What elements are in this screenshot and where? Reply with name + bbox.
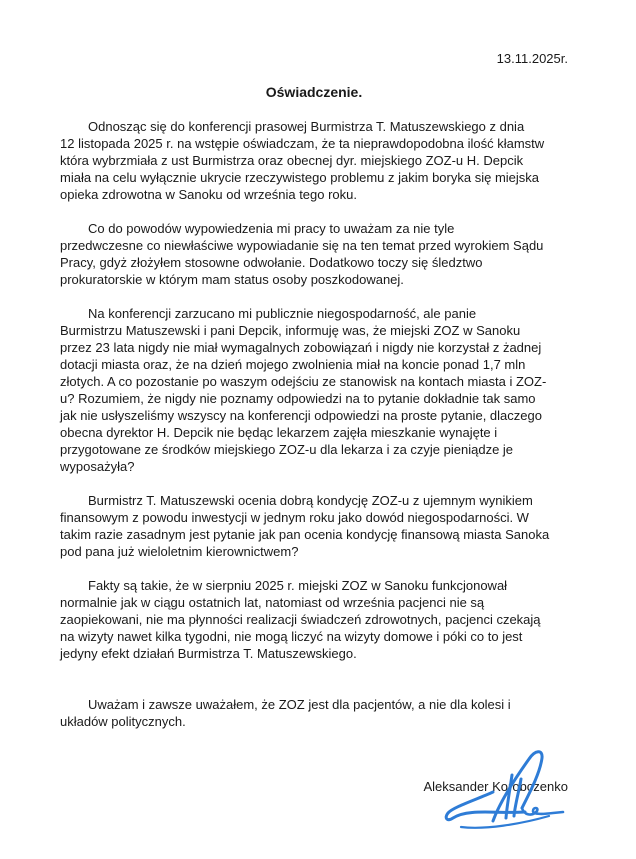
paragraph-line: finansowym z powodu inwestycji w jednym roku jako dowód niegospodarności. W <box>60 510 529 525</box>
paragraph-line: 12 listopada 2025 r. na wstępie oświadczam, że ta nieprawdopodobna ilość kłamstw <box>60 136 545 151</box>
paragraph-line: Odnosząc się do konferencji prasowej Burmistrza T. Matuszewskiego z dnia <box>88 119 525 134</box>
paragraph-line: która wybrzmiała z ust Burmistrza oraz obecnej dyr. miejskiego ZOZ-u H. Depcik <box>60 153 524 168</box>
paragraph-line: Fakty są takie, że w sierpniu 2025 r. miejski ZOZ w Sanoku funkcjonował <box>88 578 508 593</box>
paragraph-line: opieka zdrowotna w Sanoku od września tego roku. <box>60 187 358 202</box>
paragraph-line: zaopiekowani, nie ma płynności realizacji świadczeń zdrowotnych, pacjenci czekają <box>60 612 541 627</box>
paragraph-line: wyposażyła? <box>60 459 135 474</box>
paragraph-line: jedyny efekt działań Burmistrza T. Matuszewskiego. <box>60 646 357 661</box>
paragraph-line: układów politycznych. <box>60 714 186 729</box>
paragraph-line: Burmistrzu Matuszewski i pani Depcik, informuję was, że miejski ZOZ w Sanoku <box>60 323 521 338</box>
paragraph-line: przedwczesne co niewłaściwe wypowiadanie się na ten temat przed wyrokiem Sądu <box>60 238 544 253</box>
handwritten-signature-icon <box>433 737 578 837</box>
paragraph-line: takim razie zasadnym jest pytanie jak pan ocenia kondycję finansową miasta Sanoka <box>60 527 550 542</box>
signature-stroke-vertical-2 <box>514 779 521 816</box>
paragraph-line: przez 23 lata nigdy nie miał wymagalnych zobowiązań i nigdy nie korzystał z żadnej <box>60 340 542 355</box>
paragraph-line: Uważam i zawsze uważałem, że ZOZ jest dla pacjentów, a nie dla kolesi i <box>88 697 511 712</box>
paragraph-line: normalnie jak w ciągu ostatnich lat, natomiast od września pacjenci nie są <box>60 595 485 610</box>
paragraph-line: przygotowane ze środków miejskiego ZOZ-u dla lekarza i za czyje pieniądze je <box>60 442 514 457</box>
paragraph-line: prokuratorskie w którym mam status osoby poszkodowanej. <box>60 272 404 287</box>
paragraph <box>60 492 568 560</box>
document-date: 13.11.2025r. <box>496 51 568 66</box>
paragraph-line: złotych. A co pozostanie po waszym odejściu ze stanowisk na kontach miasta i ZOZ- <box>60 374 547 389</box>
paragraph-line: pod pana już wieloletnim kierownictwem? <box>60 544 299 559</box>
paragraph-line: obecna dyrektor H. Depcik nie będąc lekarzem zajęła mieszkanie wynajęte i <box>60 425 498 440</box>
paragraph <box>60 305 568 475</box>
document-title: Oświadczenie. <box>265 84 363 100</box>
signature-stroke-zigzag <box>522 808 563 815</box>
document-body <box>60 118 568 730</box>
paragraph-line: Na konferencji zarzucano mi publicznie niegospodarność, ale panie <box>88 306 477 321</box>
paragraph-line: Burmistrz T. Matuszewski ocenia dobrą kondycję ZOZ-u z ujemnym wynikiem <box>88 493 533 508</box>
signature-stroke-loop <box>493 752 542 821</box>
signer-name: Aleksander Korobczenko <box>423 779 568 794</box>
document-content <box>60 50 568 795</box>
paragraph-line: Co do powodów wypowiedzenia mi pracy to uważam za nie tyle <box>88 221 455 236</box>
paragraph-line: Pracy, gdyż złożyłem stosowne odwołanie. Dodatkowo toczy się śledztwo <box>60 255 483 270</box>
paragraph-line: na wizyty nawet kilka tygodni, nie mogą liczyć na wizyty domowe i póki co to jest <box>60 629 523 644</box>
paragraph-line: u? Rozumiem, że nigdy nie poznamy odpowiedzi na to pytanie dokładnie tak samo <box>60 391 536 406</box>
paragraph-line: dotacji miasta oraz, że na dzień mojego zwolnienia miał na koncie ponad 1,7 mln <box>60 357 526 372</box>
paragraph <box>60 696 568 730</box>
paragraph <box>60 118 568 203</box>
paragraph-line: jak nie usłyszeliśmy wszyscy na konferencji odpowiedzi na proste pytanie, dlaczego <box>60 408 542 423</box>
paragraph-line: miała na celu wyłącznie ukrycie rzeczywistego problemu z jakim boryka się miejska <box>60 170 540 185</box>
paragraph <box>60 220 568 288</box>
paragraph <box>60 577 568 662</box>
